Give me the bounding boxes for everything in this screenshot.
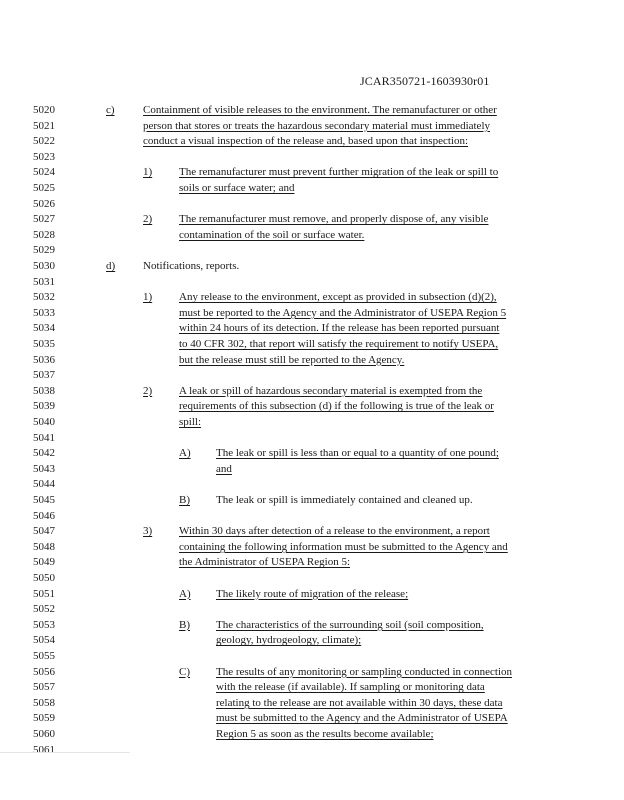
line-number: 5030 (33, 260, 55, 272)
line-number: 5032 (33, 291, 55, 304)
line-number: 5053 (33, 618, 55, 631)
line-number: 5041 (33, 431, 55, 444)
line-number: 5034 (33, 322, 55, 335)
line-number: 5049 (33, 556, 55, 569)
text-line: The leak or spill is less than or equal to a quantity of one pound; (216, 447, 499, 460)
line-number: 5061 (33, 743, 55, 756)
line-number: 5045 (33, 494, 55, 506)
line-number: 5031 (33, 275, 55, 288)
subsection-label: 1) (143, 166, 153, 179)
line-number: 5035 (33, 338, 55, 350)
line-number: 5036 (33, 353, 55, 366)
text-line: relating to the release are not available within 30 days, these data (216, 696, 503, 709)
text-line: the Administrator of USEPA Region 5: (179, 556, 351, 569)
line-number: 5021 (33, 119, 55, 132)
line-number: 5057 (33, 681, 55, 694)
text-line: to 40 CFR 302, that report will satisfy the requirement to notify USEPA, (179, 338, 499, 350)
line-number: 5025 (33, 182, 55, 194)
line-number: 5037 (33, 369, 55, 382)
subsection-label: 2) (143, 384, 153, 397)
subsection-label: C) (179, 665, 190, 678)
subsection-label: A) (179, 447, 191, 460)
text-line: The results of any monitoring or sampling conducted in connection (216, 665, 513, 678)
line-number: 5028 (33, 228, 55, 241)
line-number: 5038 (33, 384, 55, 397)
subsection-label: c) (106, 104, 115, 116)
line-number: 5058 (33, 696, 55, 709)
text-line: must be submitted to the Agency and the Administrator of USEPA (216, 712, 508, 725)
subsection-label: A) (179, 587, 191, 600)
line-number: 5020 (33, 104, 55, 116)
text-line: soils or surface water; and (179, 182, 295, 194)
text-line: The remanufacturer must remove, and properly dispose of, any visible (179, 213, 489, 226)
subsection-label: B) (179, 494, 190, 506)
subsection-label: 3) (143, 525, 153, 538)
text-line: geology, hydrogeology, climate); (216, 634, 362, 647)
line-number: 5054 (33, 634, 55, 647)
line-number: 5052 (33, 603, 55, 616)
line-number: 5055 (33, 650, 55, 662)
text-line: The likely route of migration of the release; (216, 587, 409, 600)
text-line: with the release (if available). If sampling or monitoring data (216, 681, 485, 694)
text-line: spill: (179, 416, 202, 428)
line-number: 5033 (33, 306, 55, 319)
line-number: 5050 (33, 572, 55, 584)
line-number: 5047 (33, 525, 55, 538)
line-number: 5027 (33, 213, 55, 226)
text-line: containing the following information must be submitted to the Agency and (179, 540, 508, 553)
text-line: The remanufacturer must prevent further migration of the leak or spill to (179, 166, 499, 179)
line-number: 5026 (33, 197, 55, 210)
line-number: 5039 (33, 400, 55, 413)
line-number: 5040 (33, 416, 55, 428)
line-number: 5044 (33, 478, 55, 491)
line-number: 5056 (33, 665, 55, 678)
text-line: A leak or spill of hazardous secondary material is exempted from the (179, 384, 483, 397)
line-number: 5060 (33, 728, 55, 740)
text-line: must be reported to the Agency and the Administrator of USEPA Region 5 (179, 306, 507, 319)
subsection-label: 2) (143, 213, 153, 226)
text-line: and (216, 462, 232, 475)
text-line: Notifications, reports. (143, 260, 240, 272)
text-line: contamination of the soil or surface water. (179, 228, 365, 241)
text-line: Within 30 days after detection of a release to the environment, a report (179, 525, 490, 538)
line-number: 5048 (33, 540, 55, 553)
line-number: 5029 (33, 244, 55, 257)
text-line: Any release to the environment, except as provided in subsection (d)(2), (179, 291, 497, 304)
line-number: 5024 (33, 166, 55, 179)
text-line: person that stores or treats the hazardous secondary material must immediately (143, 119, 490, 132)
footer-rule (0, 752, 130, 753)
text-line: Region 5 as soon as the results become available; (216, 728, 434, 740)
line-number: 5022 (33, 135, 55, 148)
text-line: conduct a visual inspection of the release and, based upon that inspection: (143, 135, 469, 148)
document-id: JCAR350721-1603930r01 (360, 74, 490, 88)
text-line: requirements of this subsection (d) if the following is true of the leak or (179, 400, 494, 413)
subsection-label: d) (106, 260, 116, 272)
text-line: Containment of visible releases to the environment. The remanufacturer or other (143, 104, 497, 116)
text-line: The leak or spill is immediately contained and cleaned up. (216, 494, 473, 506)
line-number: 5059 (33, 712, 55, 725)
line-number: 5046 (33, 509, 55, 522)
line-number: 5042 (33, 447, 55, 460)
text-line: The characteristics of the surrounding soil (soil composition, (216, 618, 484, 631)
text-line: within 24 hours of its detection. If the release has been reported pursuant (179, 322, 500, 335)
line-number: 5051 (33, 587, 55, 600)
line-number: 5023 (33, 150, 55, 163)
subsection-label: 1) (143, 291, 153, 304)
text-line: but the release must still be reported to the Agency. (179, 353, 405, 366)
line-number: 5043 (33, 462, 55, 475)
subsection-label: B) (179, 618, 190, 631)
